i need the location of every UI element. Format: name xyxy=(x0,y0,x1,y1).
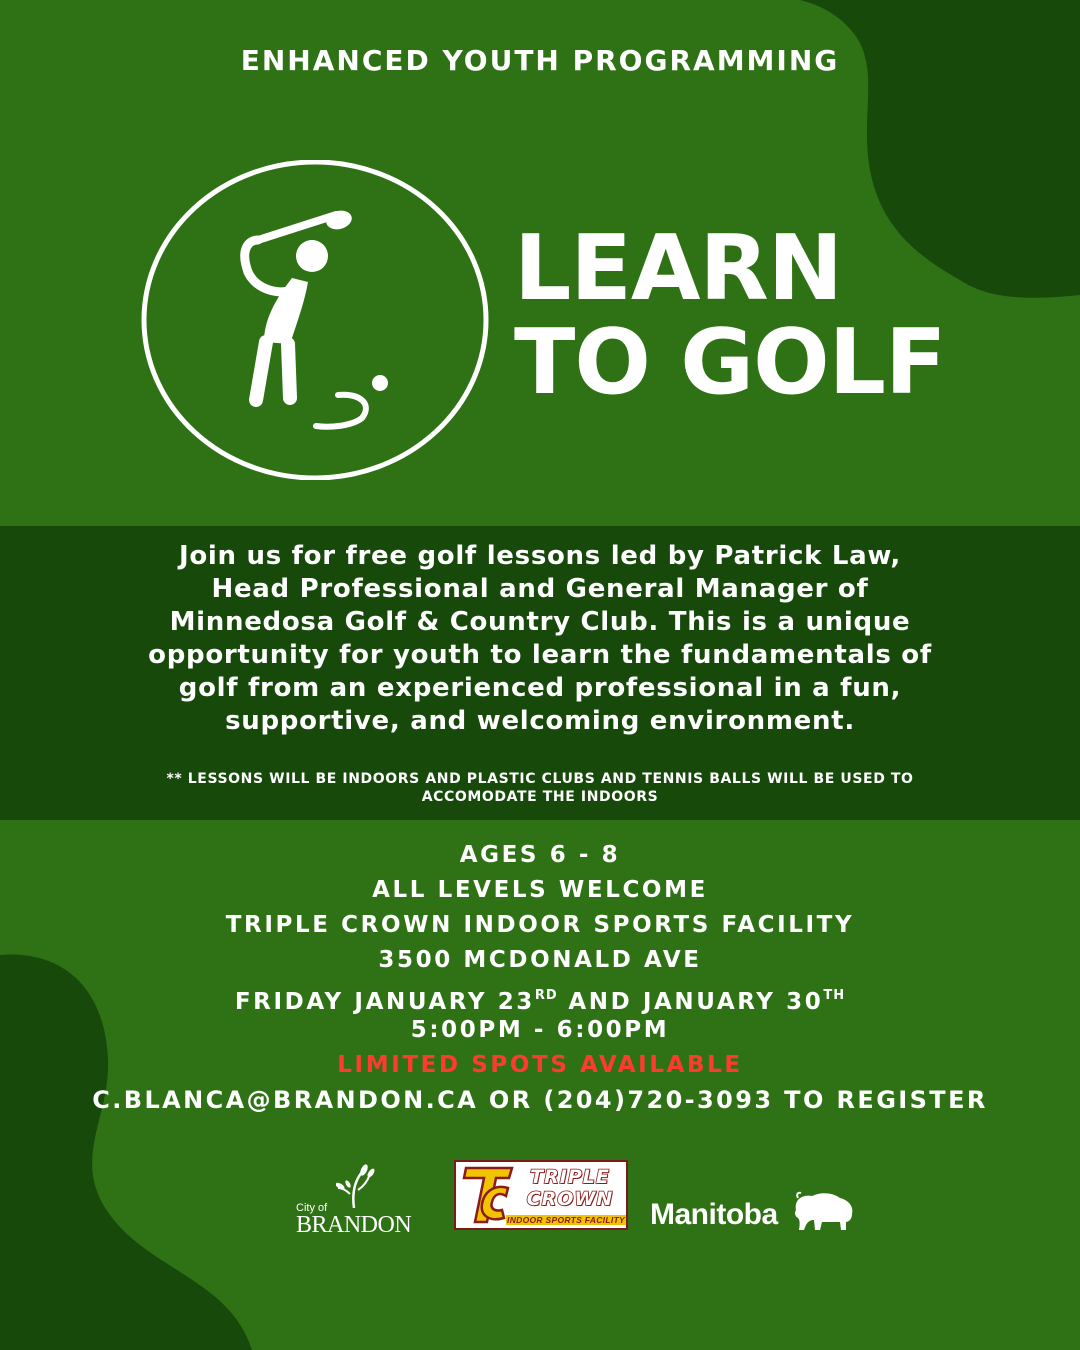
sponsor-logos xyxy=(0,1158,1080,1238)
levels-line: ALL LEVELS WELCOME xyxy=(372,877,708,903)
manitoba-logo xyxy=(650,1184,860,1234)
dates-prefix: FRIDAY JANUARY 23 xyxy=(234,989,535,1015)
dates-middle: AND JANUARY 30 xyxy=(557,989,824,1015)
city-of-brandon-logo xyxy=(296,1164,428,1238)
dates-line xyxy=(0,978,1080,1013)
limited-spots-line: LIMITED SPOTS AVAILABLE xyxy=(337,1052,743,1078)
tc-subtitle: INDOOR SPORTS FACILITY xyxy=(507,1215,625,1225)
title-line-2: TO GOLF xyxy=(514,310,946,415)
bison-icon xyxy=(792,1190,856,1232)
event-details xyxy=(0,838,1080,1118)
title-block xyxy=(514,216,946,415)
triple-crown-logo xyxy=(454,1160,628,1230)
indoor-note: ** LESSONS WILL BE INDOORS AND PLASTIC CLUBS AND TENNIS BALLS WILL BE USED TO ACCOMODATE THE INDOORS xyxy=(166,771,914,805)
tc-word-crown: CROWN xyxy=(526,1188,614,1210)
brandon-city-of-label: City of xyxy=(296,1202,328,1214)
title-line-1: LEARN xyxy=(514,216,843,321)
ages-line: AGES 6 - 8 xyxy=(459,842,621,868)
dates-ordinal-2: TH xyxy=(823,988,846,1003)
venue-line: TRIPLE CROWN INDOOR SPORTS FACILITY xyxy=(225,912,855,938)
golfer-swing-icon xyxy=(140,160,490,480)
dates-ordinal-1: RD xyxy=(534,988,558,1003)
tc-word-triple: TRIPLE xyxy=(530,1166,610,1188)
brandon-name-label: BRANDON xyxy=(296,1212,412,1238)
brandon-leaf-icon xyxy=(336,1164,376,1208)
info-band xyxy=(0,526,1080,820)
time-line: 5:00PM - 6:00PM xyxy=(410,1017,670,1043)
manitoba-wordmark: Manitoba xyxy=(650,1198,778,1231)
eyebrow-heading: ENHANCED YOUTH PROGRAMMING xyxy=(240,44,840,77)
address-line: 3500 MCDONALD AVE xyxy=(378,947,702,973)
contact-line: C.BLANCA@BRANDON.CA OR (204)720-3093 TO REGISTER xyxy=(92,1086,988,1114)
description-text: Join us for free golf lessons led by Patrick Law, Head Professional and General Manager of Minnedosa Golf & Country Club. This is a unique opportunity for youth to learn the fundamentals of golf from an experienced professional in a fun, supportive, and welcoming environment. xyxy=(148,541,932,736)
